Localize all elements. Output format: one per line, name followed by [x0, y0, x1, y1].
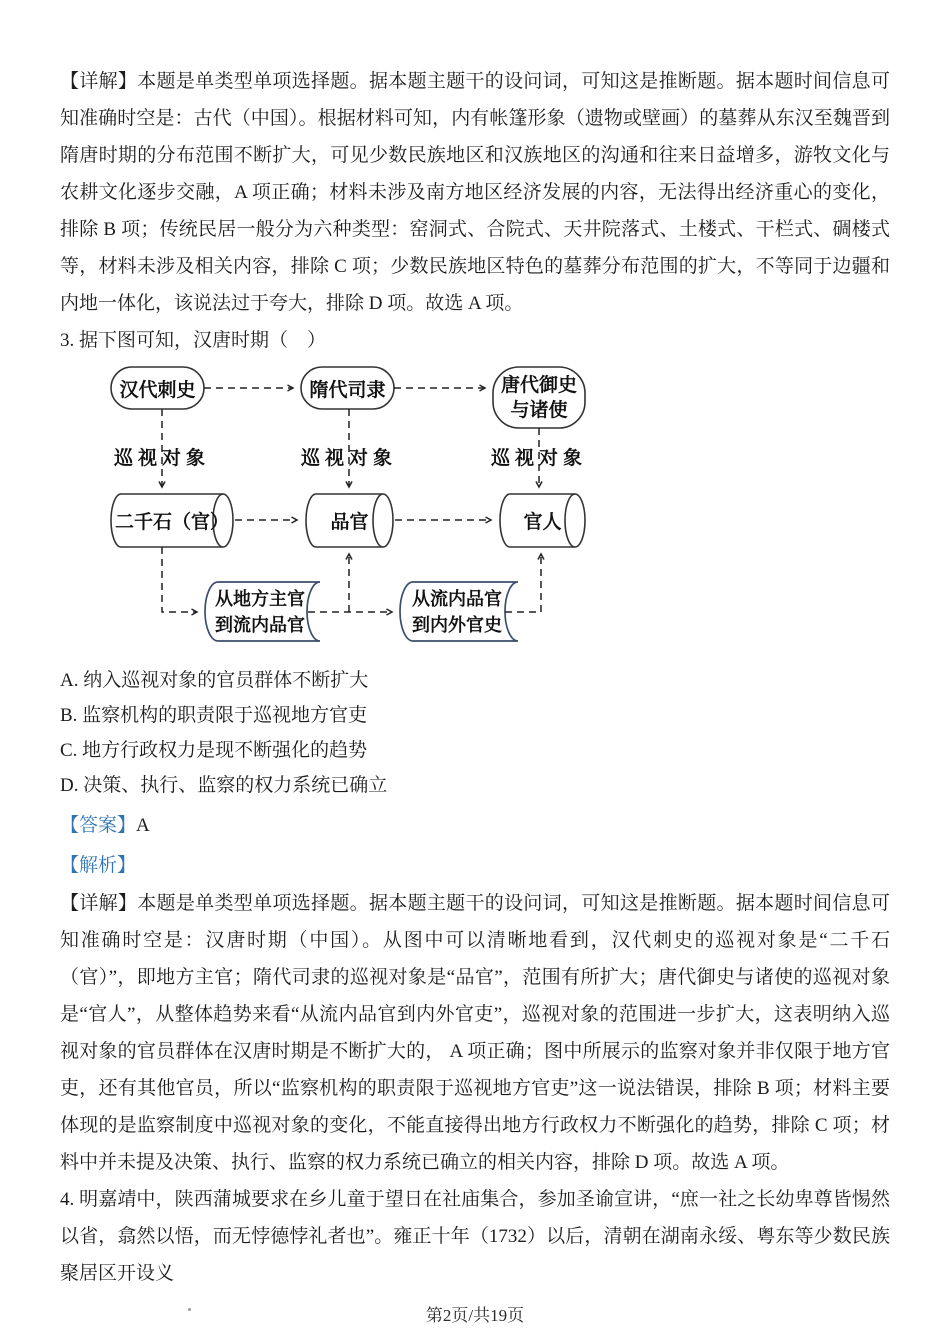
answer-row — [60, 808, 890, 843]
options-q3 — [60, 663, 890, 803]
option-d: D. 决策、执行、监察的权力系统已确立 — [60, 775, 388, 796]
edge-label-patrol-3: 巡视对象 — [490, 448, 587, 469]
answer-label: 【答案】 — [60, 815, 137, 836]
question-3: 3. 据下图可知，汉唐时期（ ） — [60, 330, 327, 351]
analysis-row — [60, 848, 890, 883]
node-erqianshi: 二千石（官） — [114, 512, 229, 533]
diagram-q3 — [98, 364, 658, 656]
node-pinguan: 品官 — [330, 512, 369, 533]
option-b: B. 监察机构的职责限于巡视地方官吏 — [60, 705, 368, 726]
question-4: 4. 明嘉靖中，陕西蒲城要求在乡儿童于望日在社庙集合，参加圣谕宣讲，“庶一社之长幼卑尊皆惕然以省，翕然以悟，而无悖德悖礼者也”。雍正十年（1732）以后，清朝在湖南永绥、粤东等少数民族聚居区开设义 — [60, 1189, 890, 1284]
answer-value: A — [136, 815, 150, 836]
option-c: C. 地方行政权力是现不断强化的趋势 — [60, 740, 368, 761]
node-scope-change-right: 从流内品官到内外官史 — [412, 588, 502, 635]
page-number: 第2页/共19页 — [425, 1306, 525, 1325]
node-han-cishi: 汉代刺史 — [119, 379, 196, 401]
analysis-label: 【解析】 — [60, 855, 137, 876]
explanation-q2: 【详解】本题是单类型单项选择题。据本题主题干的设问词，可知这是推断题。据本题时间信息可知准确时空是：古代（中国）。根据材料可知，内有帐篷形象（遗物或壁画）的墓葬从东汉至魏晋到隋唐时期的分布范围不断扩大，可见少数民族地区和汉族地区的沟通和往来日益增多，游牧文化与农耕文化逐步交融，A 项正确；材料未涉及南方地区经济发展的内容，无法得出经济重心的变化，排除 B 项；传统民居一般分为六种类型：窑洞式、合院式、天井院落式、土楼式、干栏式、碉楼式等，材料未涉及相关内容，排除 C 项；少数民族地区特色的墓葬分布范围的扩大，不等同于边疆和内地一体化，该说法过于夸大，排除 D 项。故选 A 项。 — [60, 71, 890, 314]
node-scope-change-left: 从地方主官到流内品官 — [215, 588, 305, 635]
edge-label-patrol-1: 巡视对象 — [113, 448, 210, 469]
edge-label-patrol-2: 巡视对象 — [300, 448, 397, 469]
option-a: A. 纳入巡视对象的官员群体不断扩大 — [60, 670, 369, 691]
node-tang-yushi: 唐代御史与诸使 — [500, 374, 577, 421]
node-guanren: 官人 — [523, 512, 562, 533]
explanation-q3: 【详解】本题是单类型单项选择题。据本题主题干的设问词，可知这是推断题。据本题时间信息可知准确时空是：汉唐时期（中国）。从图中可以清晰地看到，汉代刺史的巡视对象是“二千石（官）”，即地方主官；隋代司隶的巡视对象是“品官”，范围有所扩大；唐代御史与诸使的巡视对象是“官人”，从整体趋势来看“从流内品官到内外官吏”，巡视对象的范围进一步扩大，这表明纳入巡视对象的官员群体在汉唐时期是不断扩大的， A 项正确；图中所展示的监察对象并非仅限于地方官吏，还有其他官员，所以“监察机构的职责限于巡视地方官吏”这一说法错误，排除 B 项；材料主要体现的是监察制度中巡视对象的变化，不能直接得出地方行政权力不断强化的趋势，排除 C 项；材料中并未提及决策、执行、监察的权力系统已确立的相关内容，排除 D 项。故选 A 项。 — [60, 893, 890, 1173]
node-sui-sili: 隋代司隶 — [309, 379, 386, 401]
